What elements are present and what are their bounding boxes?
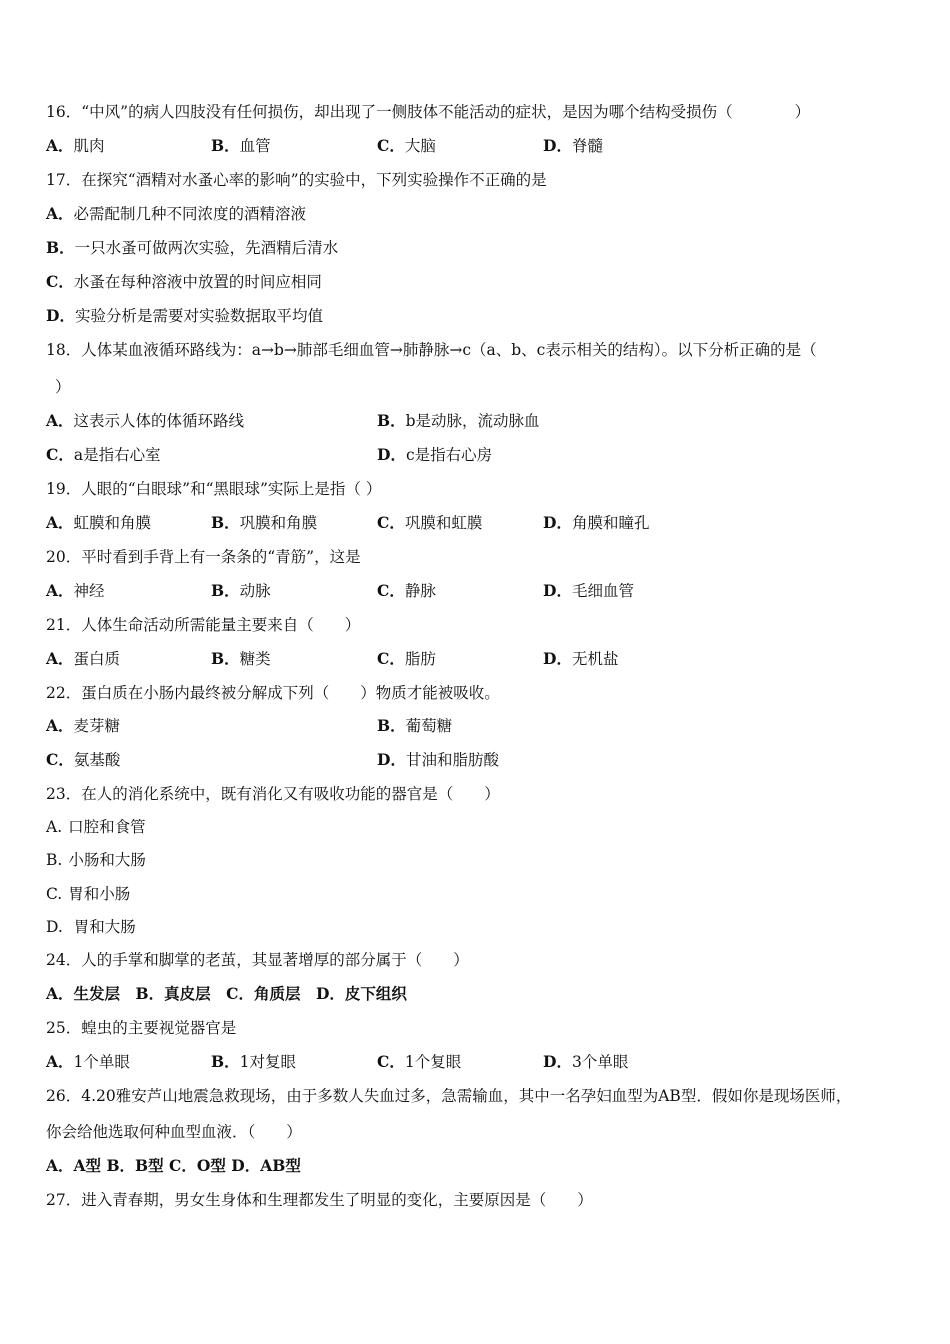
q25-option-a: A．1个单眼	[46, 1052, 130, 1071]
q18-option-c: C．a是指右心室	[46, 445, 161, 464]
q25-stem: 25．蝗虫的主要视觉器官是	[46, 1019, 237, 1037]
q18-option-a: A．这表示人体的体循环路线	[46, 411, 245, 430]
q26-stem: 26．4.20雅安芦山地震急救现场，由于多数人失血过多，急需输血，其中一名孕妇血型为AB型．假如你是现场医师，	[46, 1087, 852, 1105]
q21-option-b: B．糖类	[211, 649, 271, 668]
q17-option-b: B．一只水蚤可做两次实验，先酒精后清水	[46, 238, 339, 257]
q21-option-a: A．蛋白质	[46, 649, 121, 668]
q22-option-a: A．麦芽糖	[46, 716, 121, 735]
q19-option-a: A．虹膜和角膜	[46, 513, 152, 532]
q17-option-c: C．水蚤在每种溶液中放置的时间应相同	[46, 272, 322, 291]
q16-option-c: C．大脑	[377, 136, 436, 155]
q22-option-b: B．葡萄糖	[377, 716, 453, 735]
q27-stem: 27．进入青春期，男女生身体和生理都发生了明显的变化，主要原因是（ ）	[46, 1191, 593, 1209]
q20-option-b: B．动脉	[211, 581, 271, 600]
q18-option-d: D．c是指右心房	[377, 445, 493, 464]
q22-option-d: D．甘油和脂肪酸	[377, 750, 499, 769]
q26-options: A．A型 B．B型 C．O型 D．AB型	[46, 1156, 301, 1175]
q23-option-c: C. 胃和小肠	[46, 885, 131, 903]
q18-option-b: B．b是动脉，流动脉血	[377, 411, 540, 430]
q17-stem: 17．在探究“酒精对水蚤心率的影响”的实验中，下列实验操作不正确的是	[46, 171, 547, 189]
q18-stem-continued: ）	[55, 378, 71, 396]
q16-option-b: B．血管	[211, 136, 271, 155]
q25-option-b: B．1对复眼	[211, 1052, 296, 1071]
q20-option-a: A．神经	[46, 581, 105, 600]
q24-stem: 24．人的手掌和脚掌的老茧，其显著增厚的部分属于（ ）	[46, 951, 469, 969]
q22-stem: 22．蛋白质在小肠内最终被分解成下列（ ）物质才能被吸收。	[46, 684, 500, 702]
q21-option-c: C．脂肪	[377, 649, 436, 668]
q23-option-d: D. 胃和大肠	[46, 918, 136, 936]
q19-option-b: B．巩膜和角膜	[211, 513, 318, 532]
q24-options: A．生发层 B．真皮层 C．角质层 D．皮下组织	[46, 984, 407, 1003]
q21-option-d: D．无机盐	[543, 649, 619, 668]
q17-option-d: D．实验分析是需要对实验数据取平均值	[46, 306, 323, 325]
q25-option-d: D．3个单眼	[543, 1052, 629, 1071]
q19-option-d: D．角膜和瞳孔	[543, 513, 650, 532]
q20-option-d: D．毛细血管	[543, 581, 634, 600]
q22-option-c: C．氨基酸	[46, 750, 121, 769]
q25-option-c: C．1个复眼	[377, 1052, 462, 1071]
q26-stem-continued: 你会给他选取何种血型血液．（ ）	[46, 1123, 302, 1141]
q20-stem: 20．平时看到手背上有一条条的“青筋”，这是	[46, 548, 361, 566]
q19-option-c: C．巩膜和虹膜	[377, 513, 483, 532]
q17-option-a: A．必需配制几种不同浓度的酒精溶液	[46, 204, 307, 223]
q16-option-d: D．脊髓	[543, 136, 603, 155]
q19-stem: 19．人眼的“白眼球”和“黑眼球”实际上是指（ ）	[46, 480, 382, 498]
q23-option-b: B. 小肠和大肠	[46, 851, 146, 869]
q21-stem: 21．人体生命活动所需能量主要来自（ ）	[46, 616, 361, 634]
q23-stem: 23．在人的消化系统中，既有消化又有吸收功能的器官是（ ）	[46, 785, 500, 803]
q16-stem: 16．“中风”的病人四肢没有任何损伤，却出现了一侧肢体不能活动的症状，是因为哪个结构受损伤（ ）	[46, 103, 811, 121]
q23-option-a: A. 口腔和食管	[46, 818, 146, 836]
q20-option-c: C．静脉	[377, 581, 436, 600]
q16-option-a: A．肌肉	[46, 136, 105, 155]
q18-stem: 18．人体某血液循环路线为：a→b→肺部毛细血管→肺静脉→c（a、b、c表示相关的结构）。以下分析正确的是（	[46, 341, 817, 359]
